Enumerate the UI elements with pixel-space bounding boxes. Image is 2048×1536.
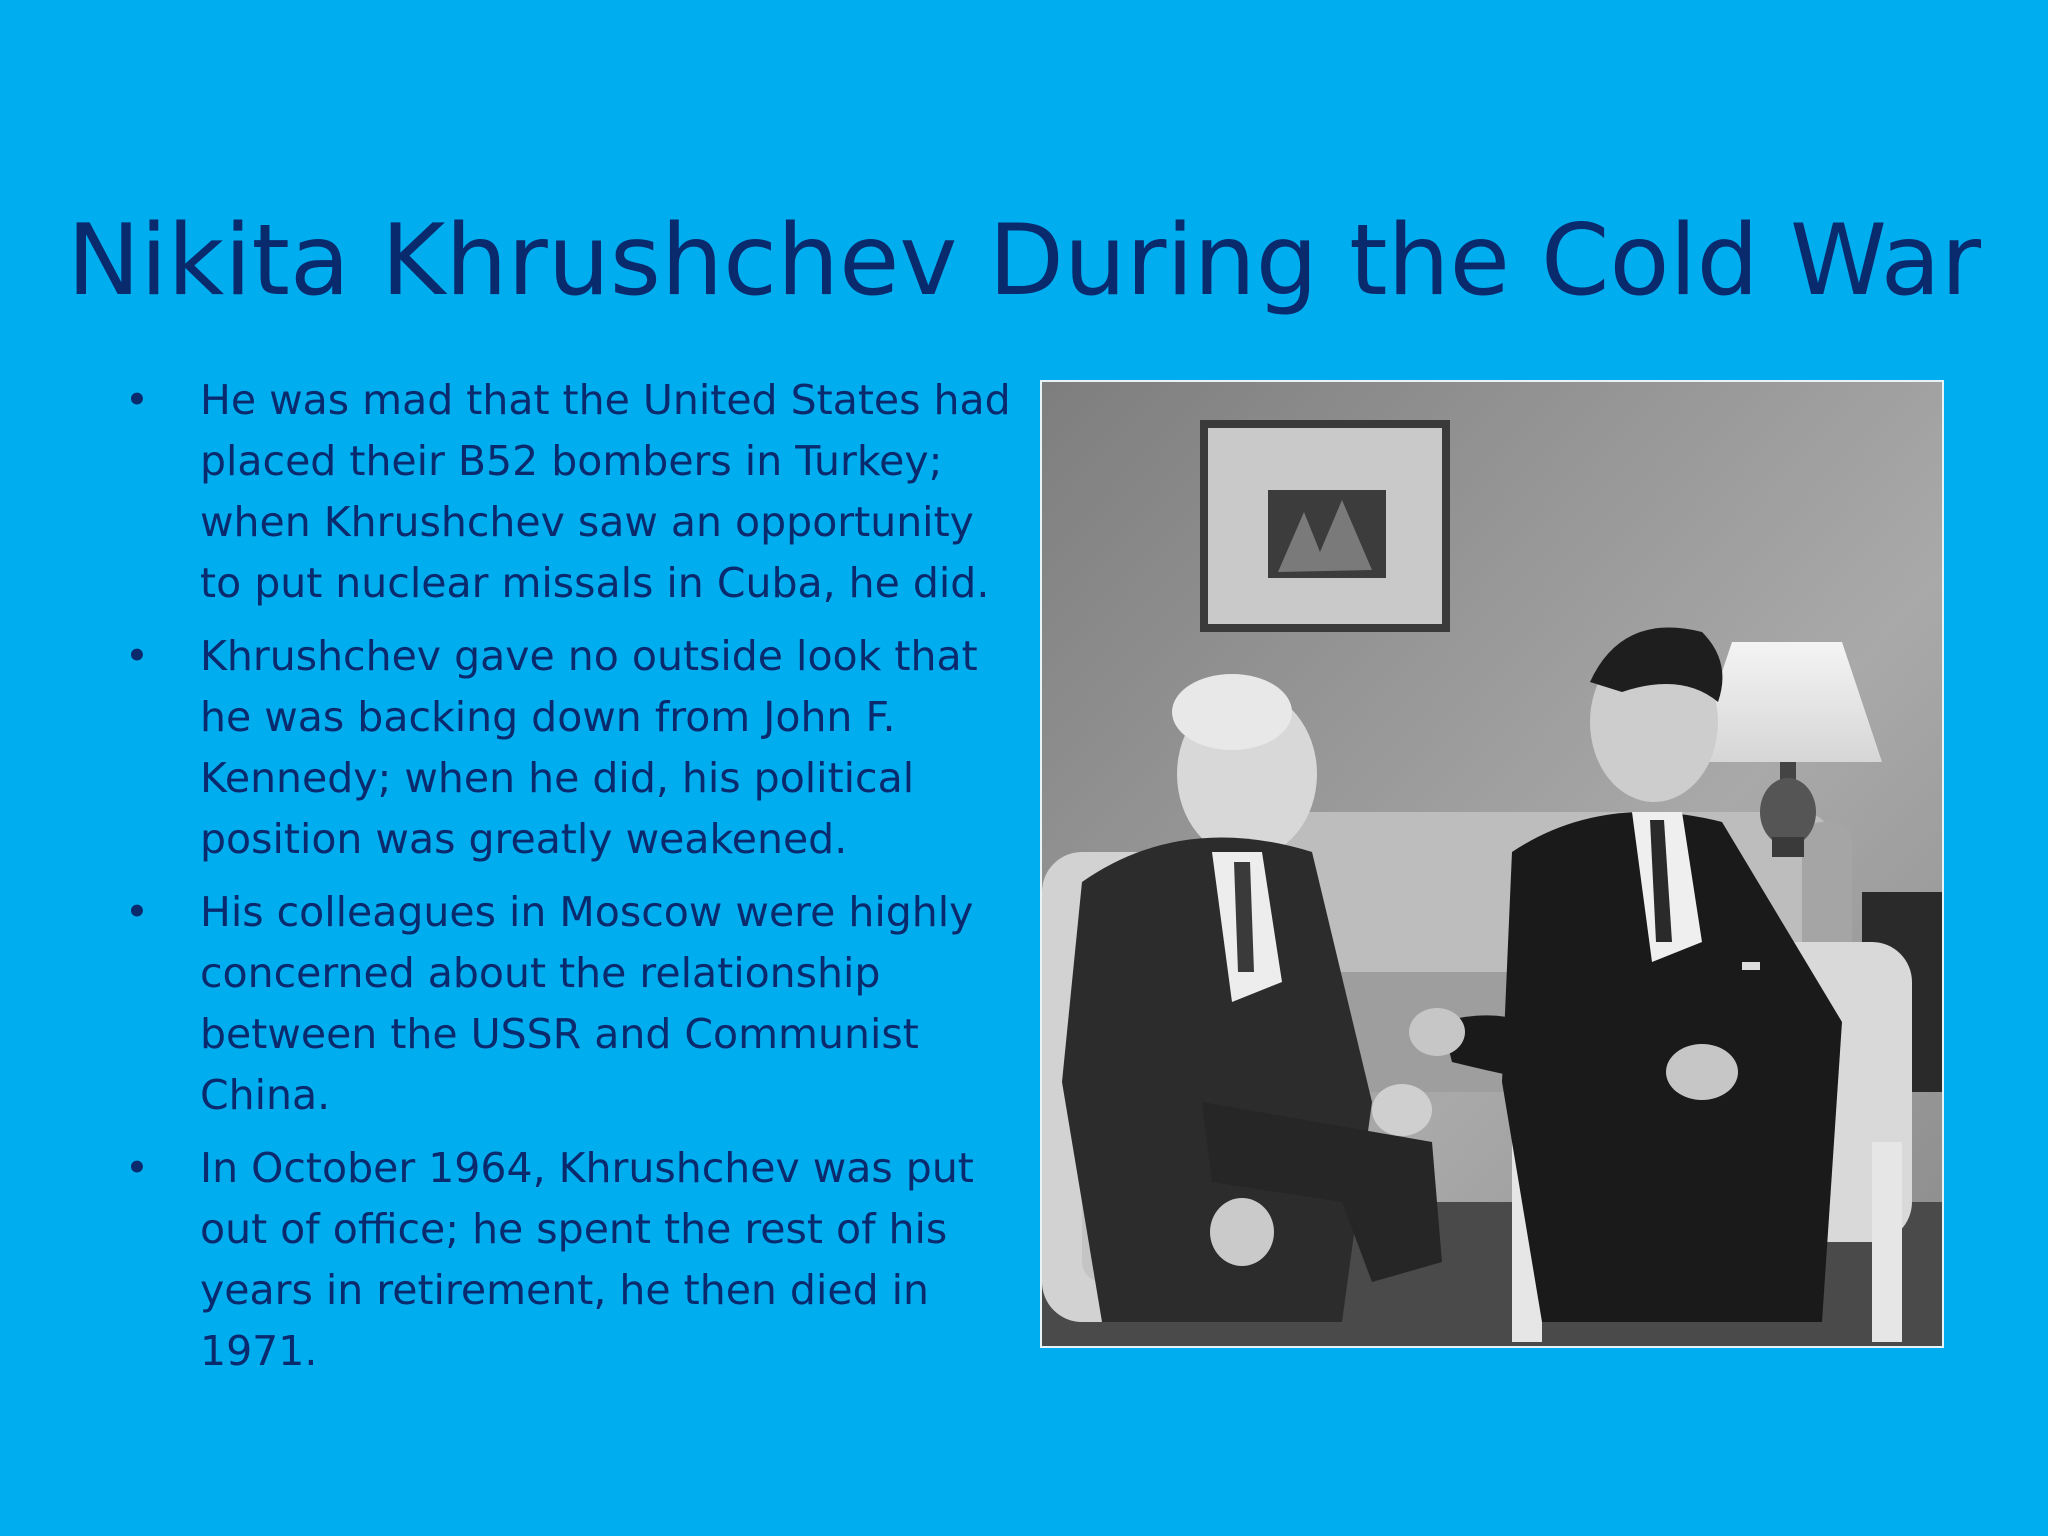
bullet-text-4: In October 1964, Khrushchev was put out of office; he spent the rest of his years in retirement, he then died in 1971. xyxy=(200,1144,974,1375)
bullet-text-2: Khrushchev gave no outside look that he was backing down from John F. Kennedy; when he did, his political position was greatly weakened. xyxy=(200,632,978,863)
bullet-marker: • xyxy=(124,888,150,936)
bullet-item-2 xyxy=(120,626,1020,870)
photo-illustration xyxy=(1042,382,1942,1346)
bullet-marker: • xyxy=(124,376,150,424)
bullet-item-1 xyxy=(120,370,1020,614)
bullet-item-3 xyxy=(120,882,1020,1126)
bullet-item-4 xyxy=(120,1138,1020,1382)
bullet-list xyxy=(120,370,1020,1394)
bullet-marker: • xyxy=(124,1144,150,1192)
bullet-text-3: His colleagues in Moscow were highly concerned about the relationship between the USSR and Communist China. xyxy=(200,888,974,1119)
historical-photo xyxy=(1040,380,1944,1348)
slide-title: Nikita Khrushchev During the Cold War xyxy=(66,203,1981,318)
bullet-text-1: He was mad that the United States had placed their B52 bombers in Turkey; when Khrushchev saw an opportunity to put nuclear missals in Cuba, he did. xyxy=(200,376,1011,607)
wall-frame xyxy=(1200,420,1450,632)
bullet-marker: • xyxy=(124,632,150,680)
